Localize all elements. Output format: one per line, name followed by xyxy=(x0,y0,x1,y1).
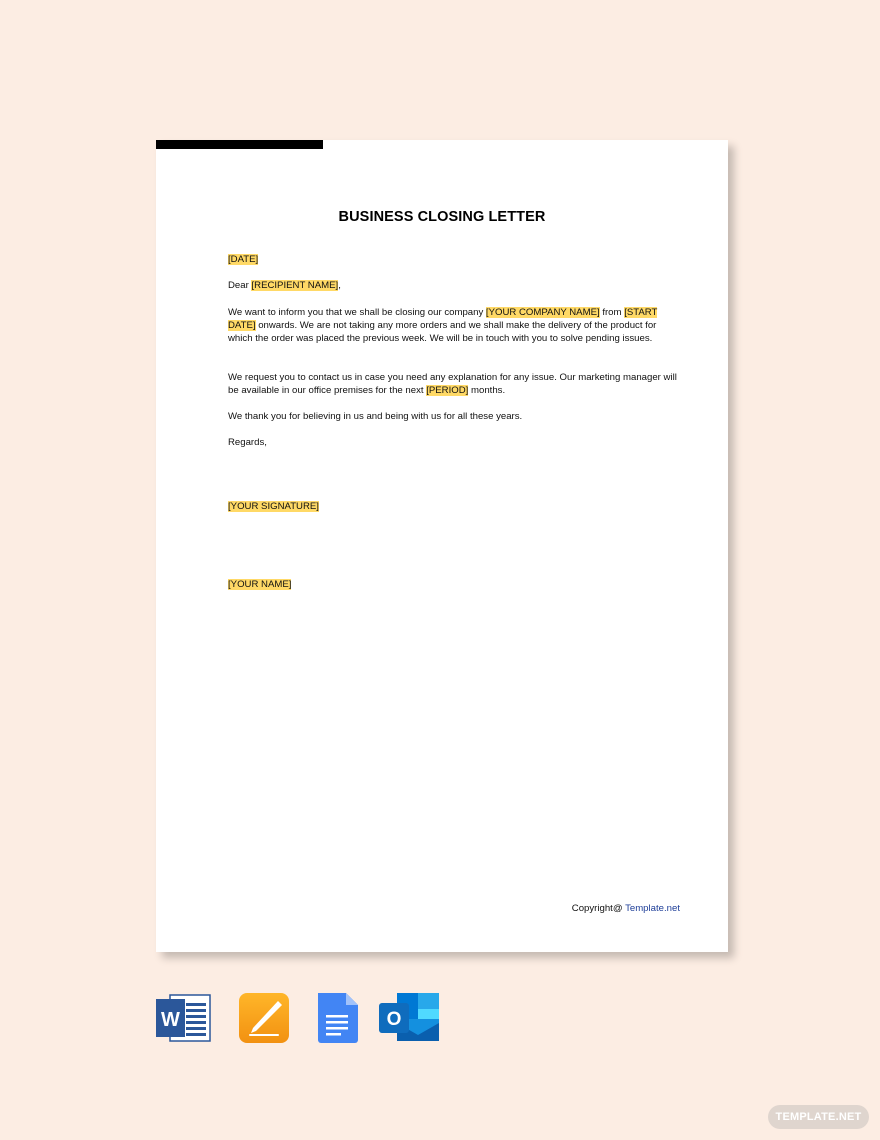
salutation-suffix: , xyxy=(338,280,341,291)
copyright xyxy=(572,903,680,914)
p1-text-b: from xyxy=(599,307,625,318)
start-date-placeholder-1: [START xyxy=(624,307,658,318)
date-placeholder: [DATE] xyxy=(228,254,259,265)
google-docs-icon[interactable] xyxy=(316,993,371,1043)
pages-icon[interactable] xyxy=(238,993,293,1043)
signature-placeholder: [YOUR SIGNATURE] xyxy=(228,501,319,512)
company-placeholder: [YOUR COMPANY NAME] xyxy=(485,307,600,318)
page-accent-bar xyxy=(156,140,323,149)
closing: Regards, xyxy=(228,437,267,448)
salutation-prefix: Dear xyxy=(228,280,252,291)
p2-text-b: months. xyxy=(468,384,506,396)
date-line xyxy=(228,254,680,267)
letter-title: BUSINESS CLOSING LETTER xyxy=(338,209,546,225)
period-placeholder: [PERIOD] xyxy=(426,384,469,396)
letter-page xyxy=(156,140,728,952)
template-net-badge[interactable]: TEMPLATE.NET xyxy=(768,1105,869,1129)
signature-line xyxy=(228,501,680,514)
word-icon[interactable] xyxy=(156,993,211,1043)
p1-text-a: We want to inform you that we shall be closing our company xyxy=(228,307,486,318)
word-letter: W xyxy=(161,1009,180,1031)
paragraph-2 xyxy=(228,372,680,398)
p2-text-a: We request you to contact us in case you need any explanation for any issue. Our marketing manager will be available in our office premises for the next xyxy=(228,372,677,396)
paragraph-1 xyxy=(228,307,680,345)
start-date-placeholder-2: DATE] xyxy=(228,319,256,331)
name-line xyxy=(228,579,680,592)
name-placeholder: [YOUR NAME] xyxy=(228,579,292,590)
outlook-letter: O xyxy=(386,1009,402,1030)
salutation xyxy=(228,280,680,293)
copyright-link[interactable]: Template.net xyxy=(625,903,680,914)
p1-text-c: onwards. We are not taking any more orders and we shall make the delivery of the product for which the order was placed the previous week. We will be in touch with you to solve pending issues. xyxy=(228,319,657,344)
recipient-placeholder: [RECIPIENT NAME] xyxy=(251,280,339,291)
outlook-icon[interactable] xyxy=(379,993,434,1043)
copyright-prefix: Copyright@ xyxy=(571,903,626,914)
paragraph-3: We thank you for believing in us and being with us for all these years. xyxy=(228,411,523,422)
